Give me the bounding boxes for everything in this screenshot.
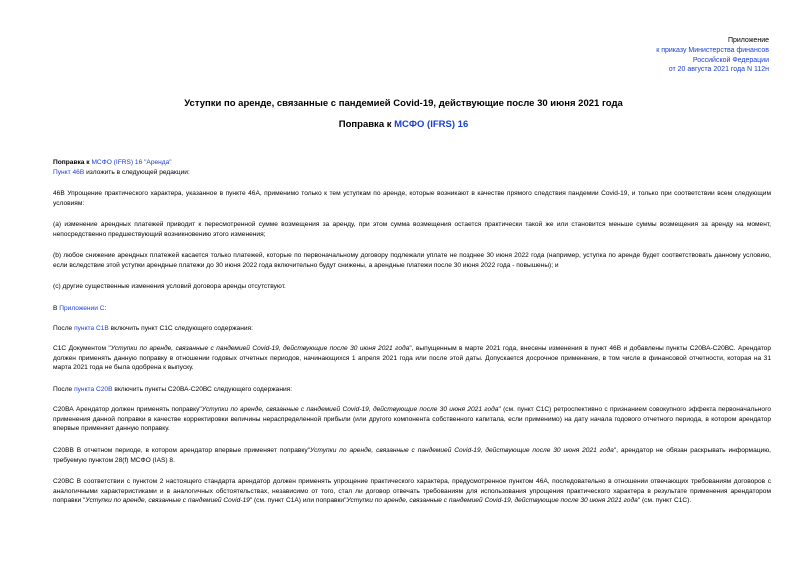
c20bb-doc-title: Уступки по аренде, связанные с пандемией Covid-19, действующие после 30 июня 2021 года	[310, 447, 614, 454]
appendix-date-link[interactable]: от 20 августа 2021 года N 112н	[668, 66, 769, 74]
c20ba-doc-title: Уступки по аренде, связанные с пандемией Covid-19, действующие после 30 июня 2021 года	[201, 406, 499, 413]
point-c1b-link[interactable]: пункта С1В	[74, 325, 109, 332]
appendix-c-link[interactable]: Приложении С	[59, 305, 105, 312]
amendment-heading	[53, 158, 771, 168]
c20bc-doc-title-1: Уступки по аренде, связанные с пандемией Covid-19	[85, 497, 250, 505]
c20bc-doc-title-2: Уступки по аренде, связанные с пандемией Covid-19, действующие после 30 июня 2021 года	[346, 497, 638, 505]
amendment-point	[53, 168, 771, 178]
c20ba-part-a: С20ВА Арендатор должен применять поправку"	[53, 406, 202, 413]
after-c20b-prefix: После	[53, 386, 75, 393]
c1c-part-a: С1С Документом "	[53, 345, 111, 352]
paragraph-a: (a) изменение арендных платежей приводит к пересмотренной сумме возмещения за аренду, при этом сумма возмещения остается практически такой же или становится меньше суммы возмещения за аренду на момент, непосредственно предшествующий возникновению этого изменения;	[53, 221, 771, 238]
point-c20b-link[interactable]: пункта С20В	[74, 386, 113, 393]
amendment-ifrs-link[interactable]: МСФО (IFRS) 16 "Аренда"	[91, 159, 172, 166]
document-subtitle	[0, 119, 807, 130]
after-c20b-suffix: включить пункты С20ВА-С20ВС следующего содержания:	[112, 386, 293, 393]
c20bc-part-a: С20ВС В соответствии с пунктом 2 настоящего стандарта арендатор должен применять упрощение практического характера, предусмотренное пунктом 46А, последовательно в отношении отвечающих требованиям договоров с аналогичными характеристиками и в аналогичных обстоятельствах, независимо от того, стал ли договор отвечать требованиям для использования упрощения практического характера в результате применения арендатором поправки "	[53, 478, 771, 505]
c20bc-part-b: " (см. пункт С1А) или поправки"	[249, 497, 347, 505]
subtitle-ifrs-link[interactable]: МСФО (IFRS) 16	[394, 119, 469, 130]
appendix-header	[656, 36, 769, 75]
point-46b-text: изложить в следующей редакции:	[84, 169, 190, 176]
appendix-c-prefix: В	[53, 305, 60, 312]
paragraph-46b: 46В Упрощение практического характера, указанное в пункте 46А, применимо только к тем уступкам по аренде, которые возникают в качестве прямого следствия пандемии Covid-19, и только при соответствии всем следующим условиям:	[53, 190, 771, 207]
c20bb-part-a: С20ВВ В отчетном периоде, в котором арендатор впервые применяет поправку"	[53, 447, 310, 454]
document-title: Уступки по аренде, связанные с пандемией Covid-19, действующие после 30 июня 2021 года	[184, 98, 623, 109]
amendment-prefix: Поправка к	[53, 159, 92, 166]
appendix-order-link[interactable]: к приказу Министерства финансов	[656, 46, 769, 54]
paragraph-c20bb	[53, 446, 771, 465]
paragraph-c: (c) другие существенные изменения условий договора аренды отсутствуют.	[53, 283, 286, 290]
after-c1b-prefix: После	[53, 325, 75, 332]
paragraph-c20bc	[53, 477, 771, 506]
subtitle-prefix: Поправка к	[338, 119, 395, 130]
after-c1b-suffix: включить пункт С1С следующего содержания:	[108, 325, 253, 332]
after-c20b-line	[53, 385, 771, 395]
paragraph-c1c	[53, 344, 771, 373]
appendix-c-line	[53, 304, 771, 314]
c20ba-part-b: " (см. пункт С1С) ретроспективно с признанием совокупного эффекта первоначального применения данной поправки в качестве корректировки величины нераспределенной прибыли (или другого компонента собственного капитала, если применимо) на дату начала годового отчетного периода, в котором арендатор впервые применяет данную поправку.	[53, 406, 771, 433]
paragraph-c20ba	[53, 405, 771, 434]
c1c-doc-title: Уступки по аренде, связанные с пандемией Covid-19, действующие после 30 июня 2021 года	[110, 345, 410, 352]
point-46b-link[interactable]: Пункт 46В	[53, 169, 85, 176]
after-c1b-line	[53, 324, 771, 334]
appendix-label: Приложение	[727, 37, 769, 44]
paragraph-b: (b) любое снижение арендных платежей касается только платежей, которые по первоначальному договору подлежали уплате не позднее 30 июня 2022 года (например, уступка по аренде будет соответствовать данному условию, если вследствие этой уступки арендные платежи до 30 июня 2022 года включительно будут снижены, а арендные платежи после 30 июня 2022 года - повышены); и	[53, 252, 771, 269]
c20bb-part-b: ", арендатор не обязан раскрывать информацию, требуемую пунктом 28(f) МСФО (IAS) 8.	[53, 447, 771, 464]
appendix-c-suffix: :	[104, 305, 107, 312]
c20bc-part-c: " (см. пункт С1С).	[637, 497, 692, 505]
c1c-part-b: ", выпущенным в марте 2021 года, внесены изменения в пункт 46В и добавлены пункты С20ВА-С20ВС. Арендатор должен применять данную поправку в отношении годовых отчетных периодов, начинающихся 1 апреля 2021 года или после этой даты. Допускается досрочное применение, в том числе в финансовой отчетности, которая на 31 марта 2021 года не была одобрена к выпуску.	[53, 345, 771, 372]
appendix-ministry-link[interactable]: Российской Федерации	[692, 56, 769, 64]
